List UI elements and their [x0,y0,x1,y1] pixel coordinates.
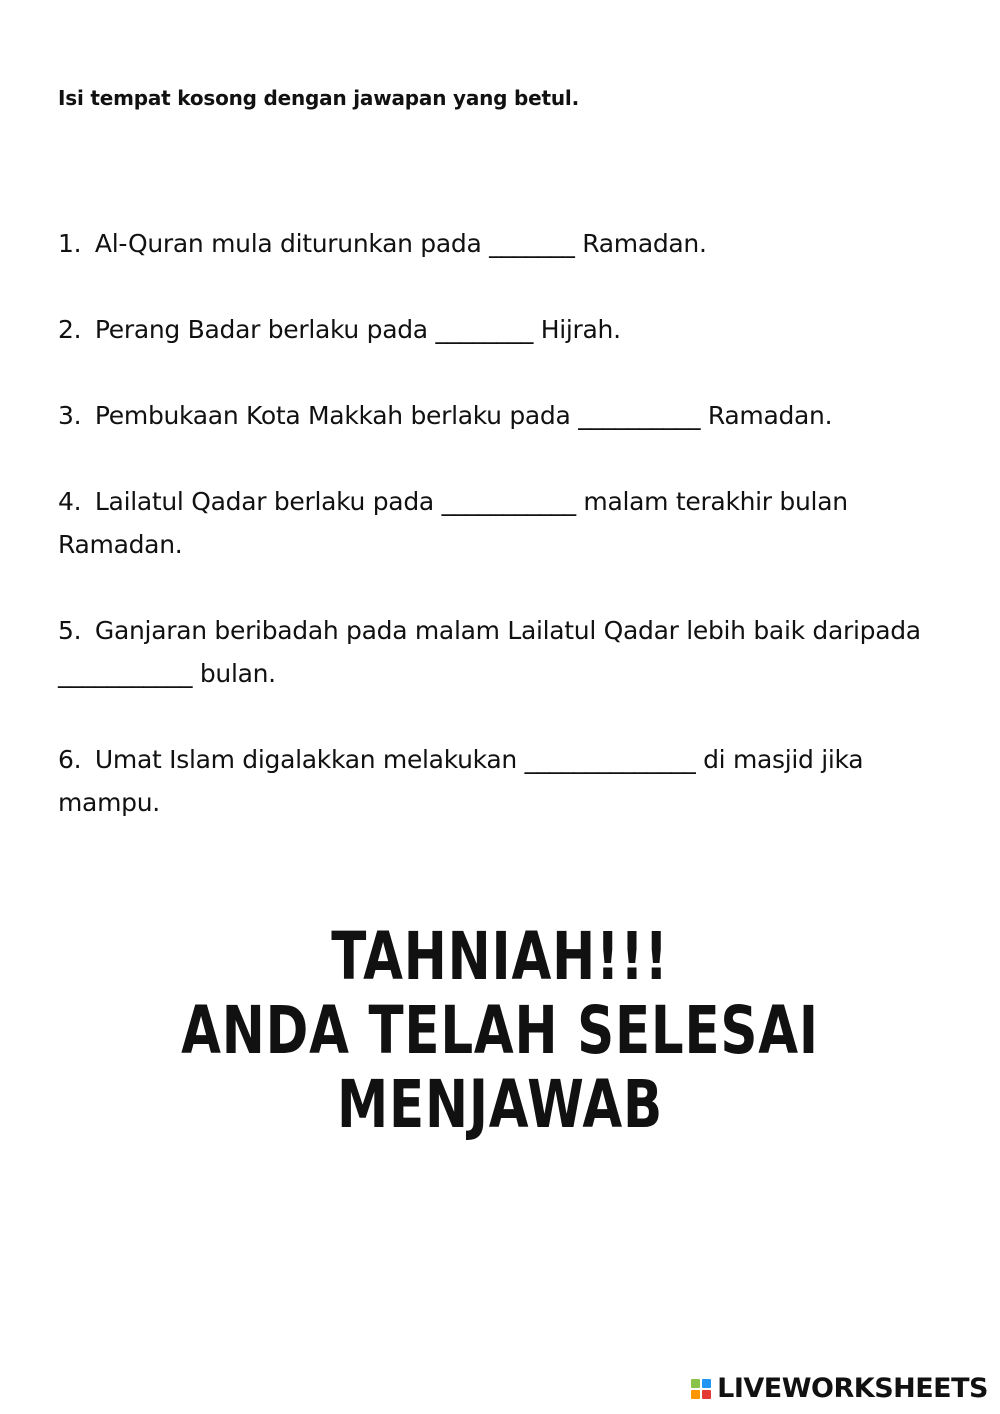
question-item [58,394,928,437]
congrats-line-2: ANDA TELAH SELESAI [181,992,819,1069]
question-item [58,480,928,566]
logo-square-orange [691,1390,700,1399]
question-item [58,308,928,351]
question-text-after: Ramadan. [707,401,833,430]
brand-name: LIVEWORKSHEETS [717,1373,988,1404]
question-text-before: Pembukaan Kota Makkah berlaku pada [94,401,571,430]
question-number: 5. [58,616,82,645]
answer-blank: ________ [435,315,534,344]
question-text-before: Perang Badar berlaku pada [94,315,428,344]
answer-blank: _______ [489,229,575,258]
question-list [58,222,928,867]
question-item [58,738,928,824]
question-number: 1. [58,229,82,258]
congrats-line-1: TAHNIAH!!! [331,918,669,995]
question-text-after: malam terakhir bulan Ramadan. [58,487,848,559]
congrats-line-3: MENJAWAB [337,1066,663,1143]
question-text-before: Umat Islam digalakkan melakukan [94,745,517,774]
answer-blank: ___________ [441,487,576,516]
liveworksheets-logo-icon [691,1379,711,1399]
logo-square-green [691,1379,700,1388]
question-number: 6. [58,745,82,774]
logo-square-blue [702,1379,711,1388]
congratulations-message [110,920,890,1142]
question-text-before: Al-Quran mula diturunkan pada [94,229,482,258]
question-number: 4. [58,487,82,516]
answer-blank: ___________ [58,659,193,688]
question-text-after: di masjid jika mampu. [58,745,864,817]
question-text-after: bulan. [199,659,276,688]
instruction-text: Isi tempat kosong dengan jawapan yang betul. [58,86,579,110]
answer-blank: ______________ [524,745,696,774]
answer-blank: __________ [578,401,701,430]
question-text-before: Lailatul Qadar berlaku pada [94,487,434,516]
question-number: 3. [58,401,82,430]
question-number: 2. [58,315,82,344]
question-text-after: Ramadan. [582,229,707,258]
logo-square-red [702,1390,711,1399]
question-item [58,609,928,695]
question-text-before: Ganjaran beribadah pada malam Lailatul Qadar lebih baik daripada [94,616,921,645]
liveworksheets-brand [691,1373,988,1404]
question-item [58,222,928,265]
question-text-after: Hijrah. [540,315,621,344]
